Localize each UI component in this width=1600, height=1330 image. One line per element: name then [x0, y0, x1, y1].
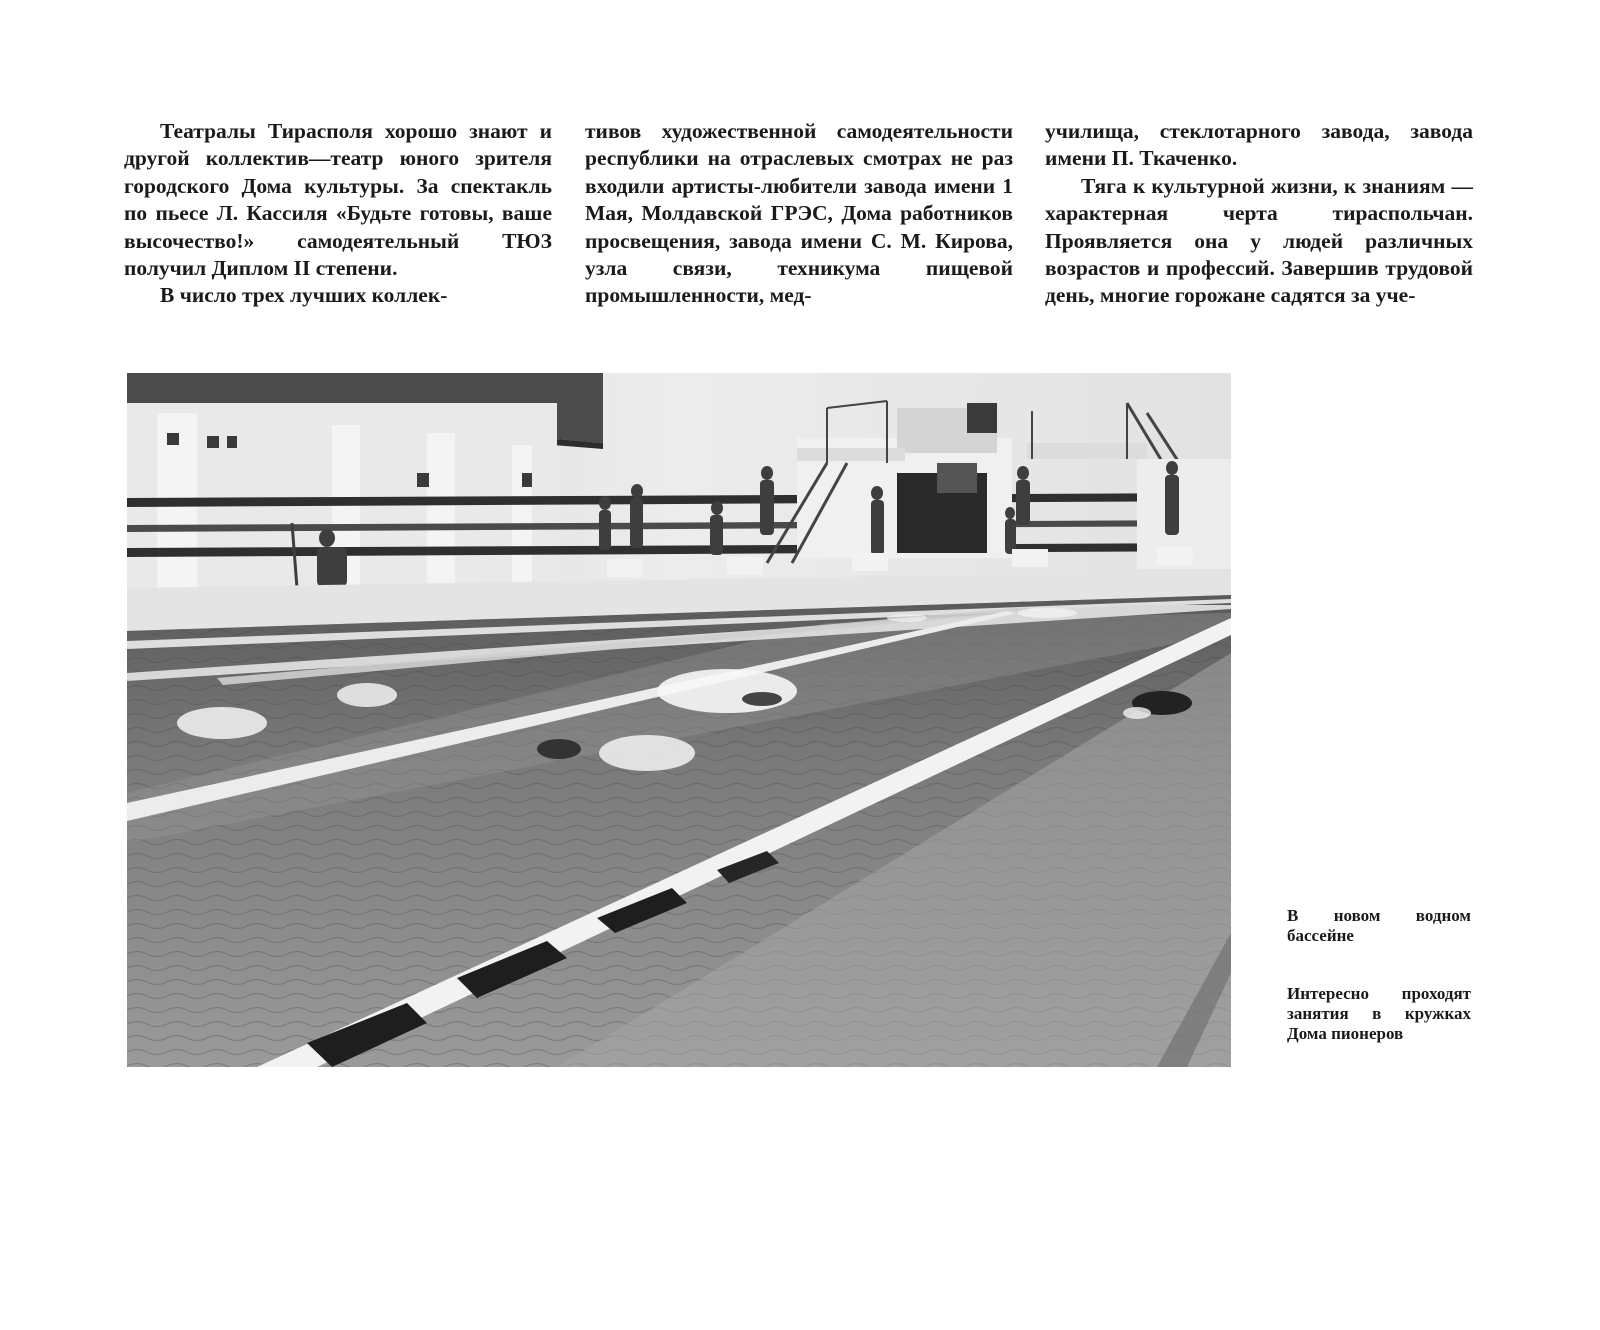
- photo-caption: В новом водном бассейне: [1287, 906, 1471, 945]
- paragraph: Театралы Тирасполя хорошо знают и другой коллектив—театр юного зрителя городского Дома культуры. За спектакль по пьесе Л. Кассиля «Будьте готовы, ваше высочество!» самодеятельный ТЮЗ получил Диплом II степени.: [124, 119, 552, 281]
- text-column-1: [124, 118, 552, 310]
- text-column-2: [585, 118, 1013, 310]
- paragraph: В число трех лучших коллек-: [160, 283, 448, 308]
- caption-note: Интересно проходят занятия в кружках Дома пионеров: [1287, 984, 1471, 1043]
- paragraph: училища, стеклотарного завода, завода имени П. Ткаченко.: [1045, 119, 1473, 171]
- paragraph: тивов художественной самодеятельности республики на отраслевых смотрах не раз входили артисты-любители завода имени 1 Мая, Молдавской ГРЭС, Дома работников просвещения, завода имени С. М. Кирова, узла связи, техникума пищевой промышленности, мед-: [585, 119, 1013, 308]
- paragraph: Тяга к культурной жизни, к знаниям — характерная черта тираспольчан. Проявляется она у людей различных возрастов и профессий. Завершив трудовой день, многие горожане садятся за уче-: [1045, 173, 1473, 308]
- text-column-3: [1045, 118, 1473, 310]
- pool-photo: [127, 373, 1231, 1067]
